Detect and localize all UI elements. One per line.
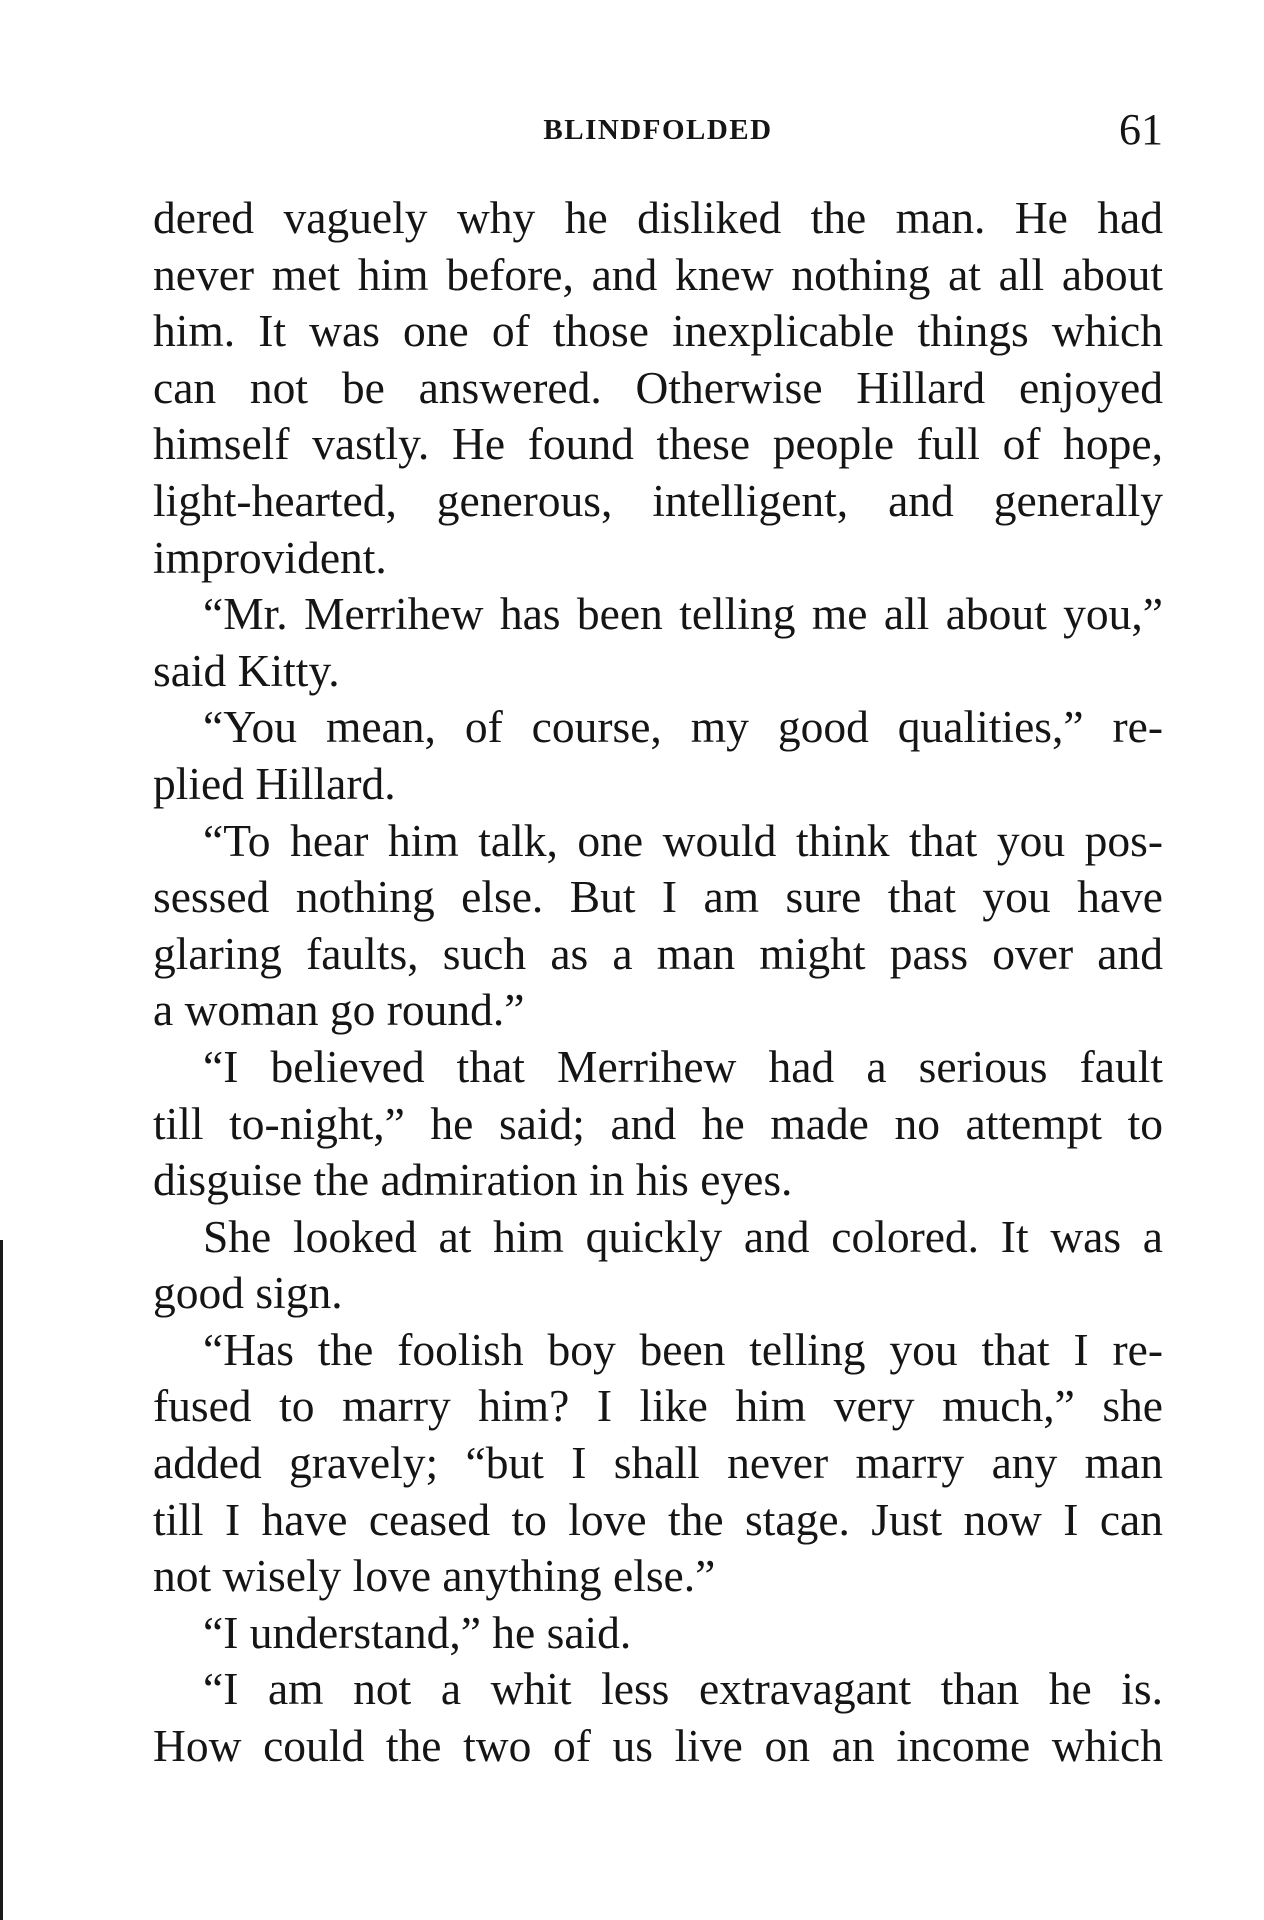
text-line: disguise the admiration in his eyes. [153,1154,793,1206]
body-text [153,190,1163,1775]
text-line: “Mr. Merrihew has been telling me all about you,” [203,588,1163,640]
text-line: “I understand,” he said. [203,1606,632,1658]
text-line: “Has the foolish boy been telling you that I re- [203,1323,1163,1375]
text-line: can not be answered. Otherwise Hillard enjoyed [153,361,1163,413]
text-line: never met him before, and knew nothing at all about [153,248,1163,300]
text-line: “To hear him talk, one would think that you pos- [203,814,1163,866]
text-line: not wisely love anything else.” [153,1550,716,1602]
page-number: 61 [1119,105,1163,154]
text-line: said Kitty. [153,644,340,696]
page-edge-shadow [0,1240,3,1920]
text-line: How could the two of us live on an income which [153,1720,1163,1772]
text-line: “You mean, of course, my good qualities,” re- [203,701,1163,753]
text-line: till I have ceased to love the stage. Just now I can [153,1493,1163,1545]
text-line: fused to marry him? I like him very much,” she [153,1380,1163,1432]
text-line: him. It was one of those inexplicable things which [153,305,1163,357]
text-line: good sign. [153,1267,343,1319]
text-line: dered vaguely why he disliked the man. He had [153,192,1163,243]
text-line: till to-night,” he said; and he made no attempt to [153,1097,1163,1149]
running-title: BLINDFOLDED [543,114,773,146]
text-line: glaring faults, such as a man might pass over and [153,927,1163,979]
text-line: light-hearted, generous, intelligent, and generally [153,474,1163,526]
text-line: sessed nothing else. But I am sure that you have [153,871,1163,923]
text-line: a woman go round.” [153,984,525,1036]
text-line: plied Hillard. [153,757,396,809]
text-line: added gravely; “but I shall never marry any man [153,1437,1163,1489]
page-header [153,105,1163,158]
text-line: “I am not a whit less extravagant than he is. [203,1663,1163,1715]
text-line: “I believed that Merrihew had a serious fault [203,1040,1163,1092]
text-line: improvident. [153,531,387,583]
text-line: She looked at him quickly and colored. It was a [203,1210,1163,1262]
text-line: himself vastly. He found these people full of hope, [153,418,1163,470]
